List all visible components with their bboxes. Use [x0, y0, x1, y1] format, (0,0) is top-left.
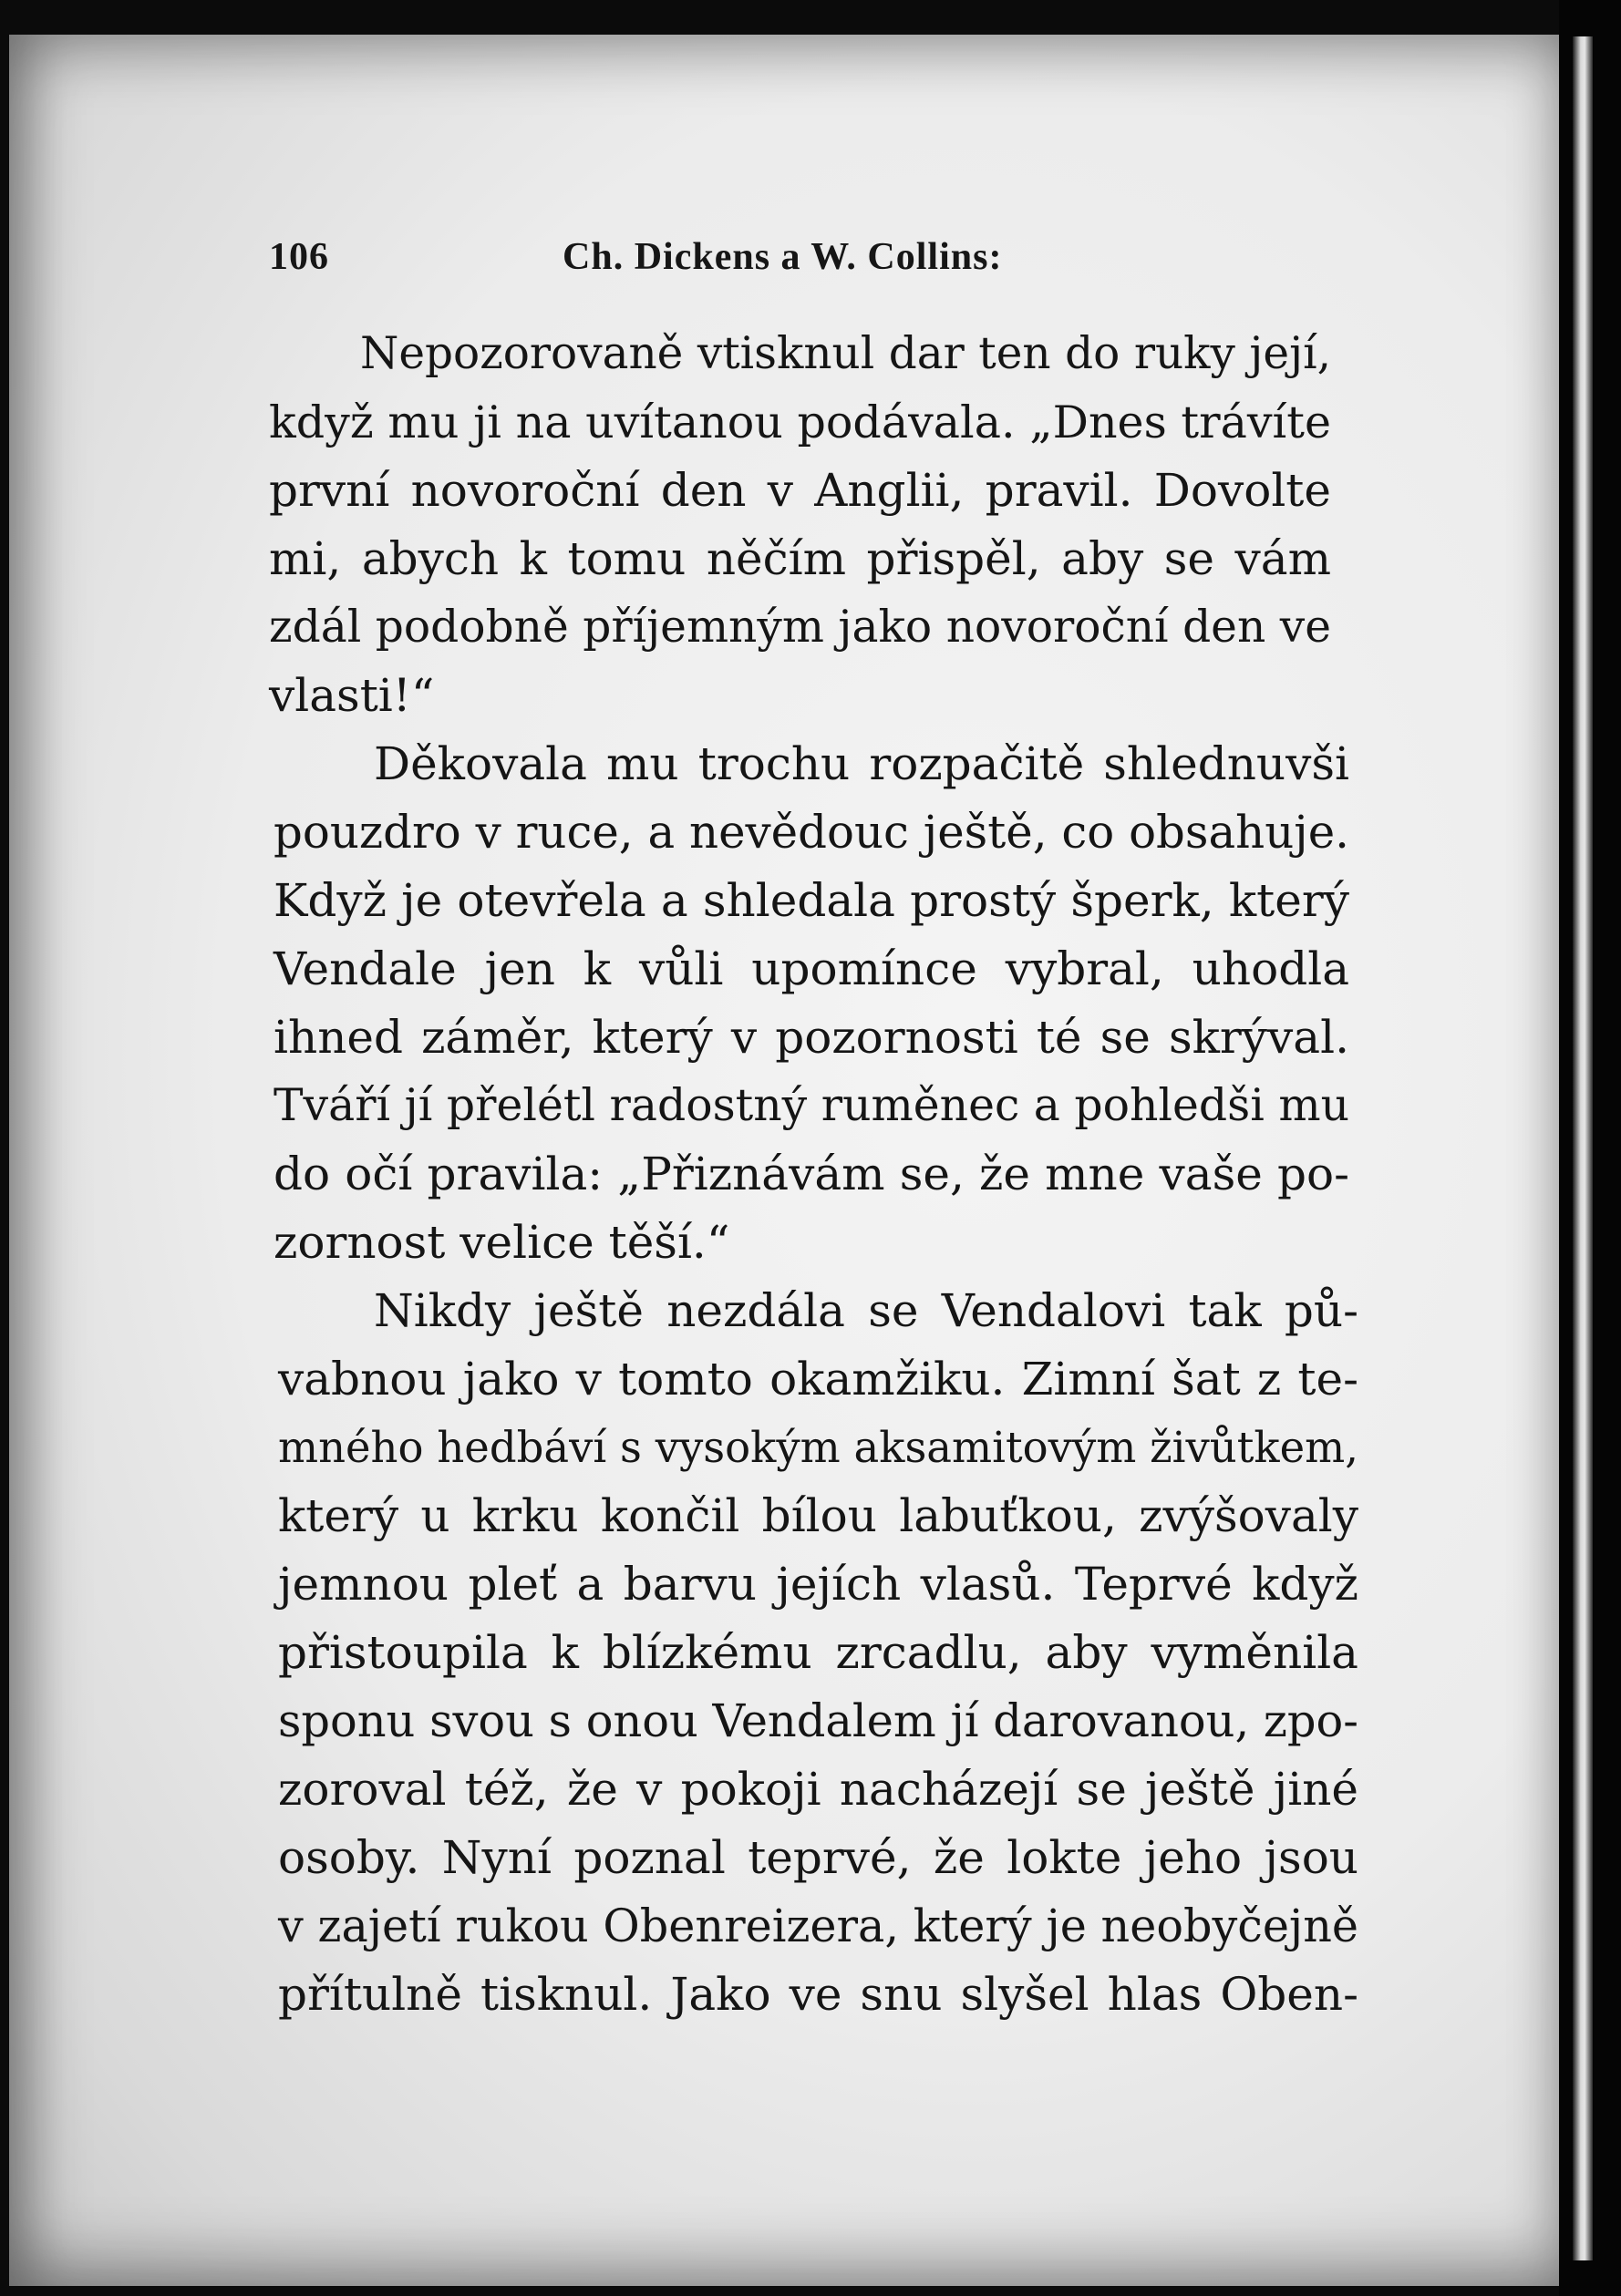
text-line: přistoupila k blízkému zrcadlu, aby vyměnila — [278, 1626, 1358, 1679]
text-line: pouzdro v ruce, a nevědouc ještě, co obsahuje. — [274, 806, 1349, 859]
text-line: který u krku končil bílou labuťkou, zvýšovaly — [278, 1489, 1358, 1542]
text-line: vabnou jako v tomto okamžiku. Zimní šat z te- — [278, 1353, 1358, 1405]
text-line: zdál podobně příjemným jako novoroční den ve — [269, 602, 1331, 653]
text-line: v zajetí rukou Obenreizera, který je neobyčejně — [278, 1900, 1358, 1952]
text-line: sponu svou s onou Vendalem jí darovanou, zpo- — [278, 1694, 1358, 1747]
text-line: Nikdy ještě nezdála se Vendalovi tak pů- — [374, 1284, 1358, 1337]
book-page — [9, 35, 1559, 2286]
text-line: Děkovala mu trochu rozpačitě shlednuvši — [374, 737, 1349, 790]
text-line: Když je otevřela a shledala prostý šperk, který — [274, 874, 1349, 927]
text-line: do očí pravila: „Přiznávám se, že mne vaše po- — [274, 1148, 1349, 1200]
text-line: zornost velice těší.“ — [274, 1216, 730, 1269]
text-line: mného hedbáví s vysokým aksamitovým živůtkem, — [278, 1423, 1358, 1472]
text-line: přítulně tisknul. Jako ve snu slyšel hlas Oben- — [278, 1968, 1358, 2021]
text-line: mi, abych k tomu něčím přispěl, aby se vám — [269, 532, 1331, 585]
running-head: Ch. Dickens a W. Collins: — [563, 236, 1003, 278]
text-line: Vendale jen k vůli upomínce vybral, uhodla — [274, 942, 1349, 995]
text-line: když mu ji na uvítanou podávala. „Dnes trávíte — [269, 396, 1331, 448]
text-line: ihned záměr, který v pozornosti té se skrýval. — [274, 1011, 1349, 1064]
text-line: zoroval též, že v pokoji nacházejí se ještě jiné — [278, 1763, 1358, 1816]
text-line: osoby. Nyní poznal teprvé, že lokte jeho jsou — [278, 1831, 1358, 1884]
text-line: Nepozorovaně vtisknul dar ten do ruky její, — [360, 328, 1331, 379]
page-number: 106 — [269, 236, 329, 278]
page-header — [269, 235, 1053, 290]
text-line: jemnou pleť a barvu jejích vlasů. Teprvé když — [278, 1558, 1358, 1611]
page-edge-strip — [1573, 36, 1593, 2260]
text-line: Tváří jí přelétl radostný ruměnec a pohledši mu — [274, 1079, 1350, 1131]
text-line: první novoroční den v Anglii, pravil. Dovolte — [269, 464, 1331, 517]
text-line: vlasti!“ — [269, 669, 435, 722]
